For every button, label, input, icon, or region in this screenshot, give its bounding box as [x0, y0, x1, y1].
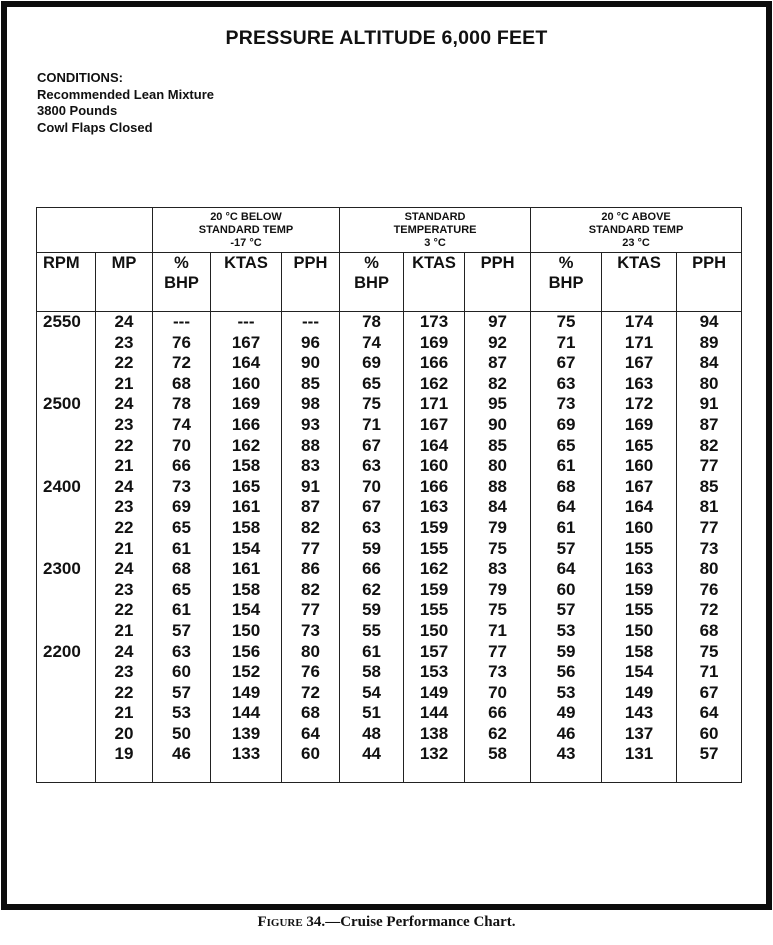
mp-cell: 24 23 22 21 [96, 394, 153, 476]
bhp-cell: 66 62 59 55 [340, 559, 404, 641]
ktas-cell: 165 161 158 154 [211, 477, 282, 559]
group-header-below-standard: 20 °C BELOW STANDARD TEMP -17 °C [153, 208, 340, 253]
pph-cell: 80 76 72 68 64 60 [282, 642, 340, 783]
ktas-cell: 172 169 165 160 [602, 394, 677, 476]
group-header-above-standard: 20 °C ABOVE STANDARD TEMP 23 °C [531, 208, 742, 253]
bhp-cell: 59 56 53 49 46 43 [531, 642, 602, 783]
bhp-cell: 78 74 69 65 [340, 312, 404, 395]
pph-cell: 91 87 82 77 [677, 394, 742, 476]
pph-cell: 88 84 79 75 [465, 477, 531, 559]
condition-line: Cowl Flaps Closed [37, 119, 153, 135]
rpm-cell: 2400 [37, 477, 96, 559]
figure-caption-text: —Cruise Performance Chart. [325, 914, 516, 930]
rpm-cell: 2200 [37, 642, 96, 783]
column-header-rpm: RPM [37, 253, 96, 312]
rpm-cell: 2500 [37, 394, 96, 476]
cruise-performance-table [36, 207, 742, 783]
pph-cell: --- 96 90 85 [282, 312, 340, 395]
ktas-cell: 162 159 155 150 [404, 559, 465, 641]
figure-number: Figure 34. [257, 914, 326, 930]
bhp-cell: 78 74 70 66 [153, 394, 211, 476]
bhp-cell: --- 76 72 68 [153, 312, 211, 395]
bhp-cell: 75 71 67 63 [340, 394, 404, 476]
ktas-cell: 174 171 167 163 [602, 312, 677, 395]
pph-cell: 86 82 77 73 [282, 559, 340, 641]
bhp-cell: 68 65 61 57 [153, 559, 211, 641]
column-header-bhp: % BHP [340, 253, 404, 312]
rpm-block-row [37, 559, 742, 641]
pph-cell: 77 73 70 66 62 58 [465, 642, 531, 783]
temperature-group-header-row [37, 208, 742, 253]
column-header-row [37, 253, 742, 312]
conditions-block [37, 70, 214, 136]
condition-line: 3800 Pounds [37, 103, 118, 118]
pph-cell: 80 76 72 68 [677, 559, 742, 641]
column-header-pph: PPH [465, 253, 531, 312]
bhp-cell: 68 64 61 57 [531, 477, 602, 559]
condition-line: Recommended Lean Mixture [37, 86, 214, 102]
mp-cell: 24 23 22 21 [96, 559, 153, 641]
rpm-block-row [37, 394, 742, 476]
pph-cell: 97 92 87 82 [465, 312, 531, 395]
bhp-cell: 64 60 57 53 [531, 559, 602, 641]
column-header-pph: PPH [677, 253, 742, 312]
bhp-cell: 73 69 65 61 [153, 477, 211, 559]
mp-cell: 24 23 22 21 [96, 312, 153, 395]
mp-cell: 24 23 22 21 [96, 477, 153, 559]
pph-cell: 85 81 77 73 [677, 477, 742, 559]
pph-cell: 95 90 85 80 [465, 394, 531, 476]
ktas-cell: 163 159 155 150 [602, 559, 677, 641]
pph-cell: 83 79 75 71 [465, 559, 531, 641]
ktas-cell: 161 158 154 150 [211, 559, 282, 641]
column-header-ktas: KTAS [602, 253, 677, 312]
ktas-cell: --- 167 164 160 [211, 312, 282, 395]
figure-caption [0, 914, 773, 931]
bhp-cell: 75 71 67 63 [531, 312, 602, 395]
pph-cell: 91 87 82 77 [282, 477, 340, 559]
column-header-mp: MP [96, 253, 153, 312]
ktas-cell: 157 153 149 144 138 132 [404, 642, 465, 783]
rpm-block-row [37, 642, 742, 783]
column-header-bhp: % BHP [531, 253, 602, 312]
bhp-cell: 70 67 63 59 [340, 477, 404, 559]
blank-header-cell [37, 208, 153, 253]
ktas-cell: 171 167 164 160 [404, 394, 465, 476]
column-header-ktas: KTAS [211, 253, 282, 312]
pph-cell: 94 89 84 80 [677, 312, 742, 395]
conditions-heading: CONDITIONS: [37, 70, 123, 85]
rpm-cell: 2300 [37, 559, 96, 641]
rpm-block-row [37, 312, 742, 395]
ktas-cell: 166 163 159 155 [404, 477, 465, 559]
column-header-ktas: KTAS [404, 253, 465, 312]
group-header-standard: STANDARD TEMPERATURE 3 °C [340, 208, 531, 253]
rpm-cell: 2550 [37, 312, 96, 395]
ktas-cell: 167 164 160 155 [602, 477, 677, 559]
column-header-pph: PPH [282, 253, 340, 312]
column-header-bhp: % BHP [153, 253, 211, 312]
page-title: PRESSURE ALTITUDE 6,000 FEET [225, 27, 548, 49]
ktas-cell: 156 152 149 144 139 133 [211, 642, 282, 783]
bhp-cell: 61 58 54 51 48 44 [340, 642, 404, 783]
rpm-block-row [37, 477, 742, 559]
ktas-cell: 173 169 166 162 [404, 312, 465, 395]
bhp-cell: 73 69 65 61 [531, 394, 602, 476]
pph-cell: 75 71 67 64 60 57 [677, 642, 742, 783]
pph-cell: 98 93 88 83 [282, 394, 340, 476]
bhp-cell: 63 60 57 53 50 46 [153, 642, 211, 783]
mp-cell: 24 23 22 21 20 19 [96, 642, 153, 783]
ktas-cell: 169 166 162 158 [211, 394, 282, 476]
ktas-cell: 158 154 149 143 137 131 [602, 642, 677, 783]
